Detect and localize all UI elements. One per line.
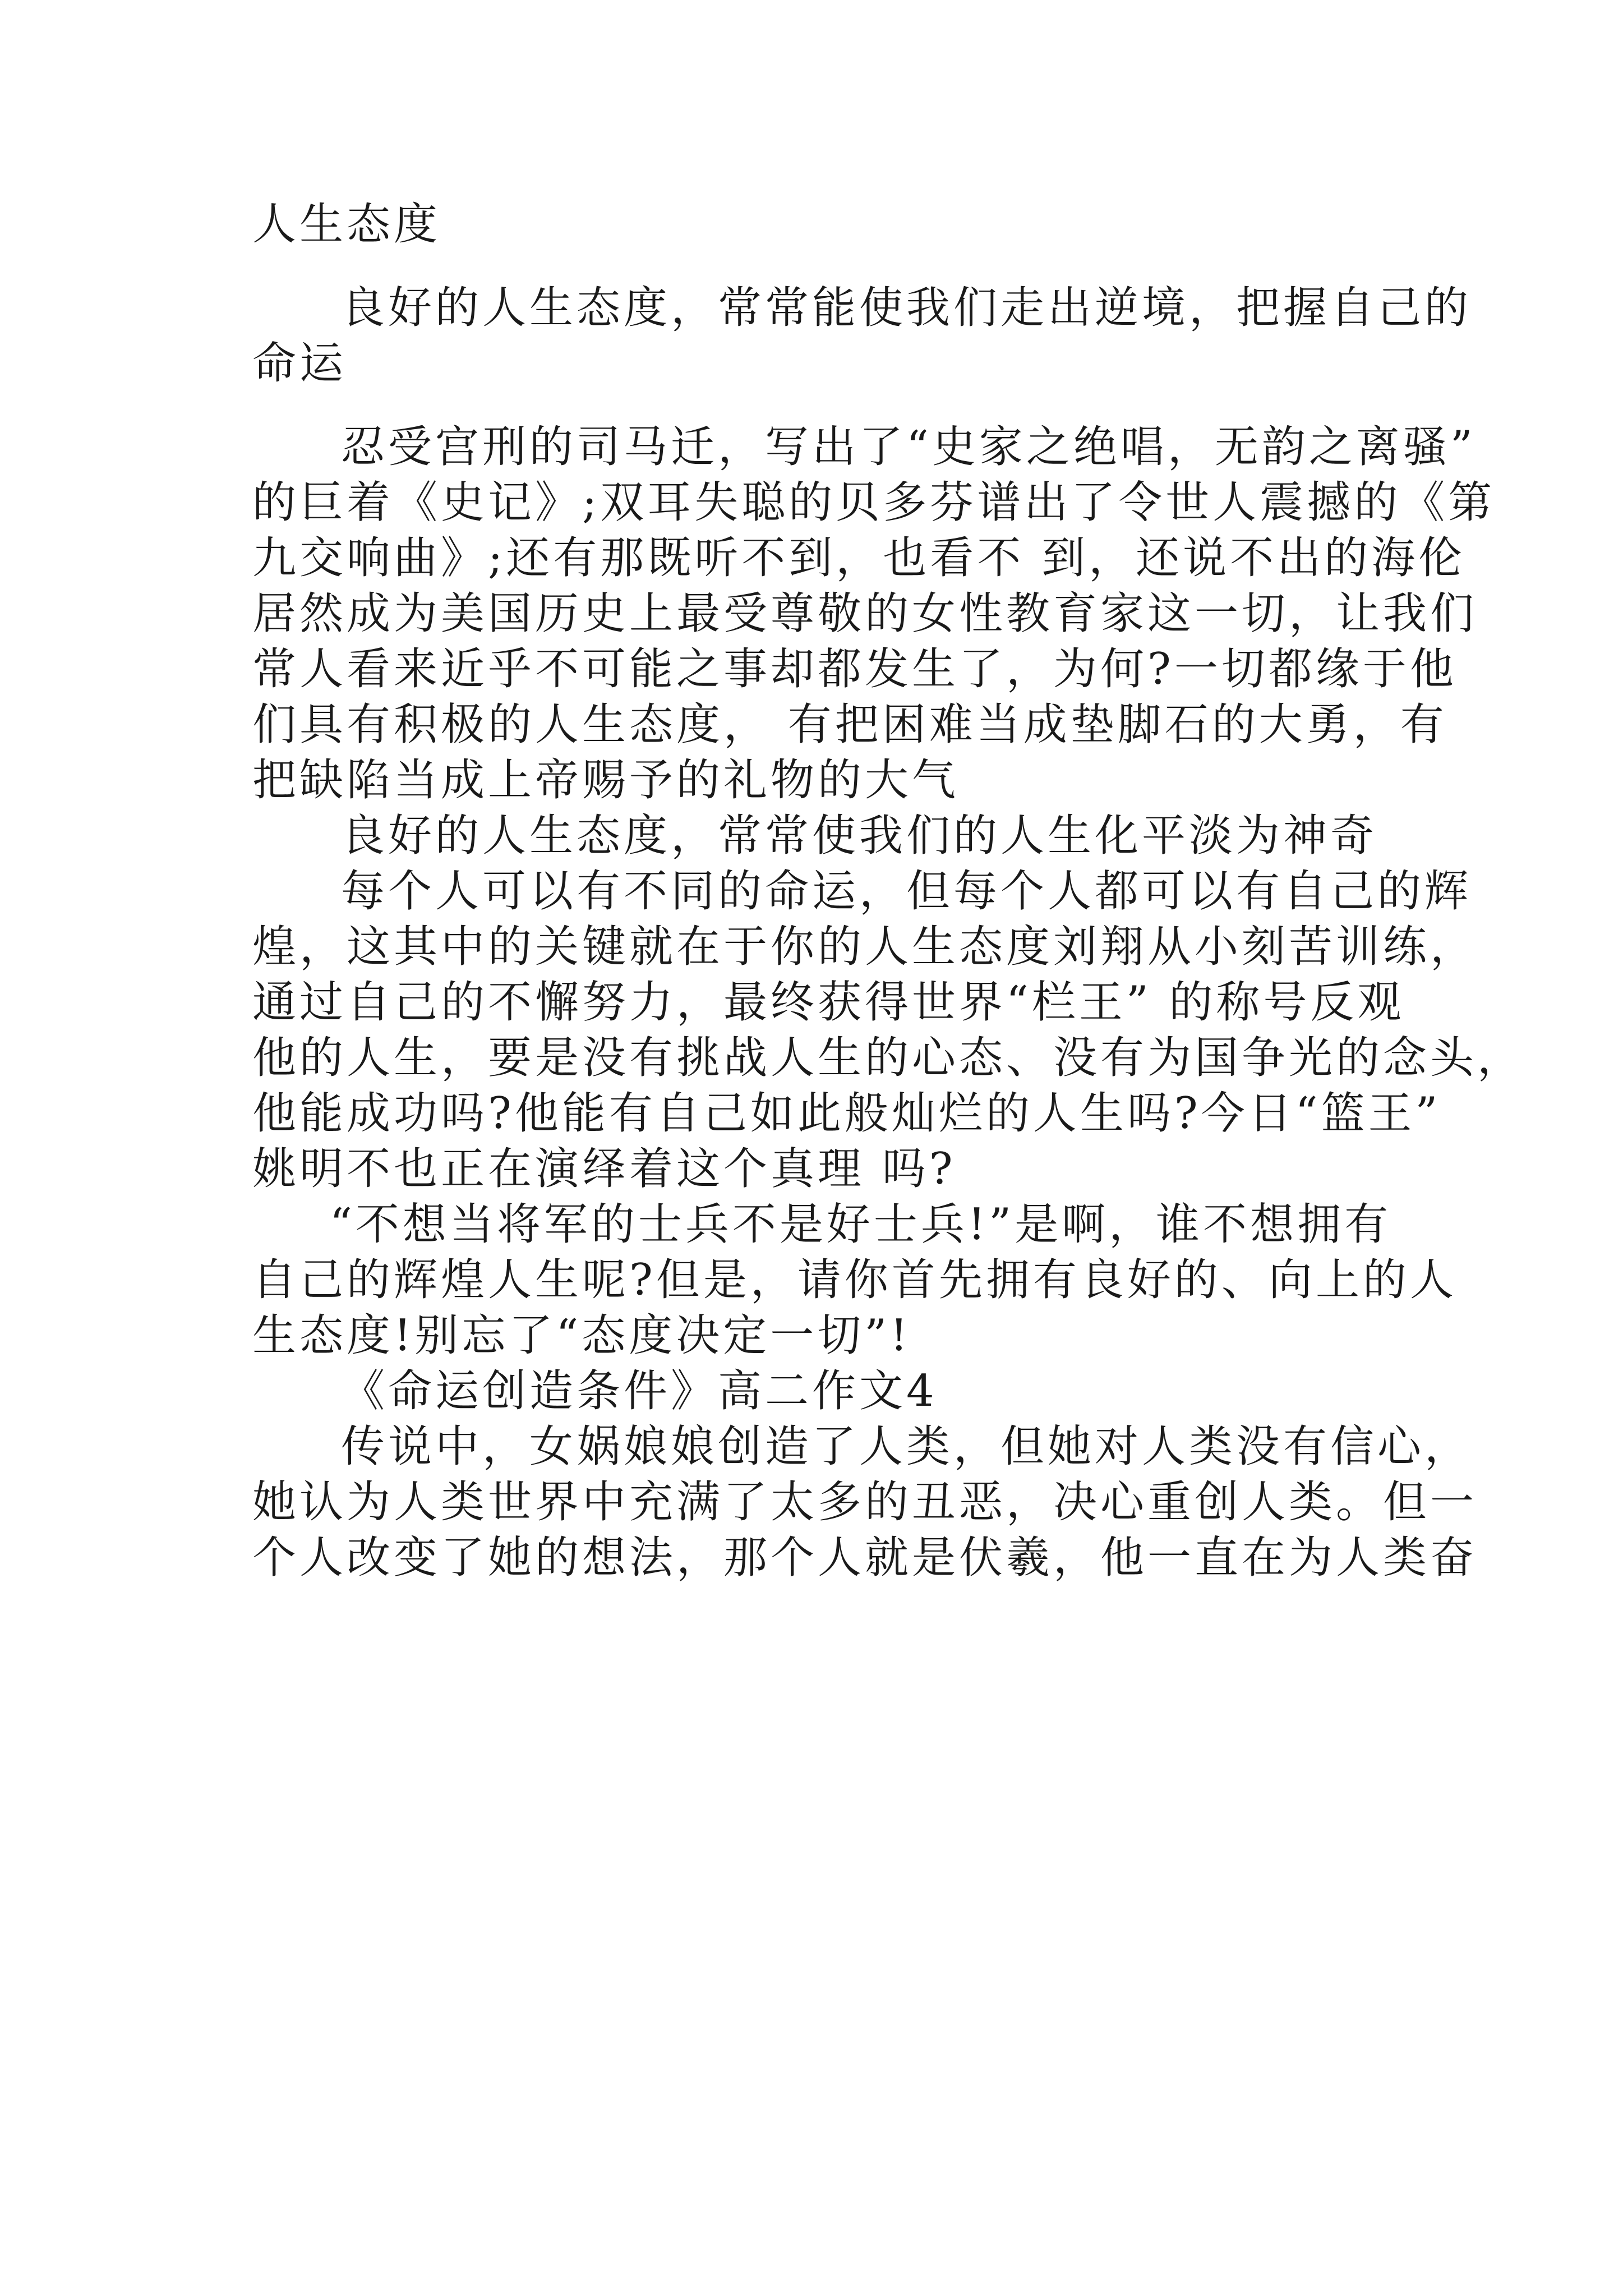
essay-title: 《命运创造条件》高二作文4	[341, 1366, 938, 1416]
paragraph-line: 传说中，女娲娘娘创造了人类，但她对人类没有信心，	[341, 1421, 1472, 1472]
paragraph-line: 她认为人类世界中充满了太多的丑恶，决心重创人类。但一	[252, 1477, 1478, 1527]
paragraph-line: 九交响曲》;还有那既听不到，也看不 到，还说不出的海伦	[252, 533, 1466, 583]
paragraph-line: 良好的人生态度，常常使我们的人生化平淡为神奇	[341, 811, 1378, 861]
paragraph-line: 忍受宫刑的司马迁，写出了“史家之绝唱，无韵之离骚”	[341, 422, 1476, 472]
paragraph-line: 自己的辉煌人生呢?但是，请你首先拥有良好的、向上的人	[252, 1255, 1457, 1305]
paragraph-line: 他能成功吗?他能有自己如此般灿烂的人生吗?今日“篮王”	[252, 1088, 1441, 1139]
paragraph-line: 常人看来近乎不可能之事却都发生了，为何?一切都缘于他	[252, 644, 1457, 694]
paragraph-line: 居然成为美国历史上最受尊敬的女性教育家这一切，让我们	[252, 588, 1478, 639]
section-heading: 人生态度	[252, 199, 441, 250]
paragraph-line: 每个人可以有不同的命运，但每个人都可以有自己的辉	[341, 866, 1472, 917]
paragraph-line: 的巨着《史记》;双耳失聪的贝多芬谱出了令世人震撼的《第	[252, 477, 1496, 528]
paragraph-line: 他的人生，要是没有挑战人生的心态、没有为国争光的念头，	[252, 1033, 1525, 1083]
paragraph-line: “不想当将军的士兵不是好士兵!”是啊，谁不想拥有	[330, 1199, 1392, 1250]
paragraph-line: 们具有积极的人生态度， 有把困难当成垫脚石的大勇，有	[252, 700, 1447, 750]
paragraph-line: 良好的人生态度，常常能使我们走出逆境，把握自己的	[341, 283, 1472, 333]
paragraph-line: 生态度!别忘了“态度决定一切”!	[252, 1310, 911, 1361]
paragraph-line: 命运	[252, 338, 347, 389]
paragraph-line: 煌，这其中的关键就在于你的人生态度刘翔从小刻苦训练，	[252, 922, 1478, 972]
paragraph-line: 把缺陷当成上帝赐予的礼物的大气	[252, 755, 960, 806]
paragraph-line: 通过自己的不懈努力，最终获得世界“栏王” 的称号反观	[252, 977, 1405, 1028]
paragraph-line: 姚明不也正在演绎着这个真理 吗?	[252, 1144, 956, 1194]
paragraph-line: 个人改变了她的想法，那个人就是伏羲，他一直在为人类奋	[252, 1533, 1478, 1583]
